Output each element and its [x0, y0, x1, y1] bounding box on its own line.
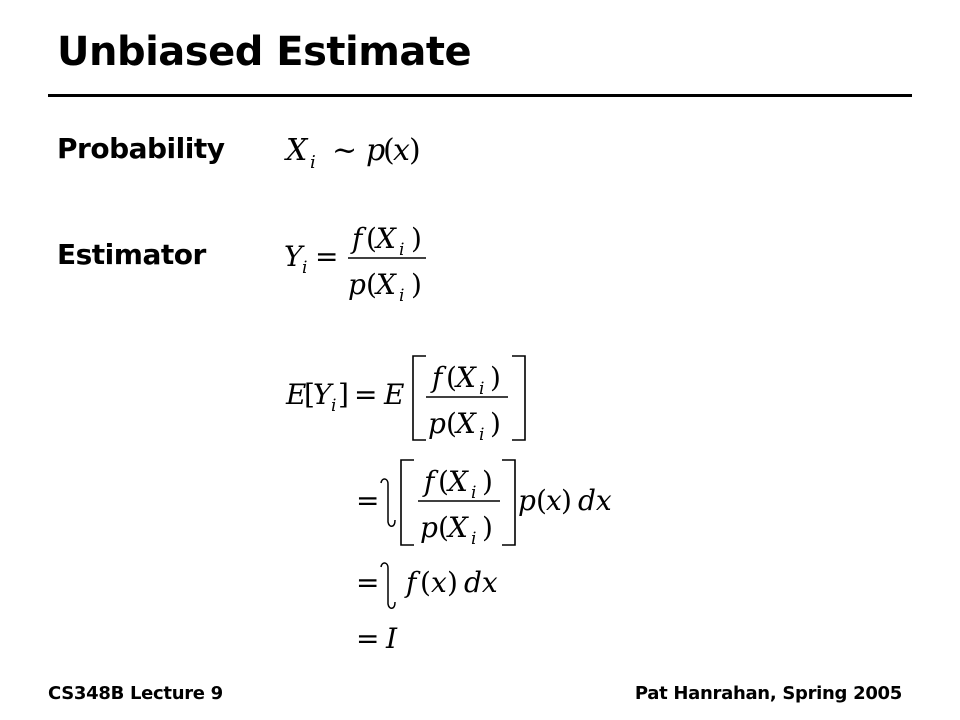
svg-text:=: = [356, 566, 380, 599]
svg-text:X: X [286, 133, 308, 168]
svg-text:I: I [386, 622, 398, 655]
svg-text:p: p [518, 484, 536, 517]
svg-text:): ) [482, 511, 493, 544]
expectation-derivation [280, 350, 640, 660]
probability-formula [280, 128, 480, 178]
result-line [356, 622, 398, 655]
svg-text:): ) [409, 133, 421, 168]
svg-text:): ) [561, 484, 572, 517]
svg-text:(: ( [366, 268, 377, 301]
svg-text:(: ( [446, 361, 457, 394]
footer-left: CS348B Lecture 9 [48, 683, 223, 704]
svg-text:X: X [456, 361, 476, 394]
svg-text:X: X [448, 511, 468, 544]
svg-text:f: f [424, 465, 435, 498]
svg-text:p: p [428, 407, 446, 440]
svg-text:[: [ [304, 378, 315, 411]
svg-text:X: X [456, 407, 476, 440]
svg-text:i: i [471, 529, 477, 549]
svg-text:Y: Y [284, 240, 303, 273]
svg-text:p: p [348, 268, 366, 301]
svg-text:i: i [399, 286, 405, 306]
svg-text:p: p [420, 511, 438, 544]
svg-text:E: E [384, 378, 405, 411]
svg-text:Y: Y [313, 378, 332, 411]
svg-text:(: ( [536, 484, 547, 517]
svg-text:X: X [448, 465, 468, 498]
svg-text:i: i [399, 240, 405, 260]
expectation-line [285, 356, 525, 445]
svg-text:f: f [352, 222, 363, 255]
svg-text:=: = [315, 240, 339, 273]
svg-text:(: ( [420, 566, 431, 599]
svg-text:i: i [302, 258, 308, 278]
svg-text:dx: dx [578, 484, 612, 517]
svg-text:]: ] [338, 378, 349, 411]
svg-text:~: ~ [332, 133, 358, 168]
slide-title: Unbiased Estimate [57, 29, 472, 75]
svg-text:x: x [546, 484, 562, 517]
svg-text:=: = [356, 484, 380, 517]
svg-text:X: X [376, 222, 396, 255]
svg-text:p: p [366, 133, 386, 168]
svg-text:i: i [479, 425, 485, 445]
svg-text:): ) [482, 465, 493, 498]
svg-text:f: f [406, 566, 417, 599]
integral-line [356, 460, 612, 549]
svg-text:i: i [331, 396, 337, 416]
svg-text:): ) [447, 566, 458, 599]
estimator-label: Estimator [57, 238, 206, 271]
svg-text:i: i [310, 152, 316, 173]
svg-text:dx: dx [464, 566, 498, 599]
svg-text:E: E [286, 378, 307, 411]
svg-text:): ) [411, 222, 422, 255]
svg-text:): ) [490, 407, 501, 440]
svg-text:=: = [356, 622, 380, 655]
simplified-integral-line [356, 563, 498, 608]
svg-text:x: x [431, 566, 447, 599]
svg-text:(: ( [383, 133, 395, 168]
probability-label: Probability [57, 132, 225, 165]
estimator-formula [280, 214, 500, 304]
svg-text:X: X [376, 268, 396, 301]
svg-text:): ) [411, 268, 422, 301]
footer-right: Pat Hanrahan, Spring 2005 [634, 683, 902, 704]
svg-text:=: = [354, 378, 378, 411]
svg-text:(: ( [438, 511, 449, 544]
svg-text:i: i [471, 483, 477, 503]
svg-text:(: ( [366, 222, 377, 255]
svg-text:(: ( [446, 407, 457, 440]
svg-text:): ) [490, 361, 501, 394]
svg-text:(: ( [438, 465, 449, 498]
svg-text:i: i [479, 379, 485, 399]
svg-text:x: x [393, 133, 410, 168]
title-divider [48, 94, 912, 97]
svg-text:f: f [432, 361, 443, 394]
